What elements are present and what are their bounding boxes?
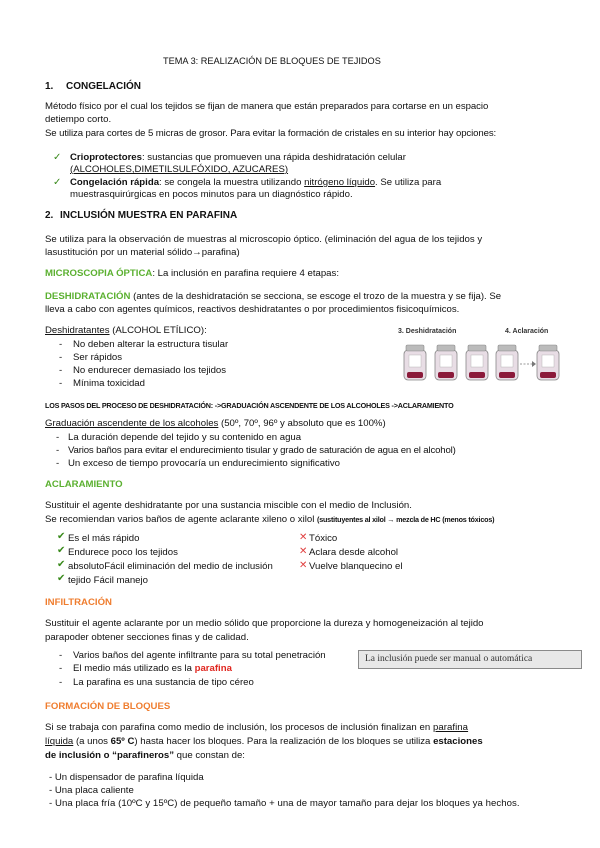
- s1-bullet-1: Crioprotectores: sustancias que promueven una rápida deshidratación celular: [70, 152, 406, 163]
- section-1-number: 1.: [45, 81, 54, 92]
- cross-icon: ✕: [299, 560, 308, 571]
- con-item: Vuelve blanquecino el: [309, 561, 403, 572]
- section-2-heading: INCLUSIÓN MUESTRA EN PARAFINA: [60, 210, 238, 221]
- s1-paragraph-2: Se utiliza para cortes de 5 micras de grosor. Para evitar la formación de cristales en su interior hay opciones:: [45, 128, 497, 139]
- section-2-number: 2.: [45, 210, 54, 221]
- dash-bullet: -: [56, 432, 60, 443]
- illustration-label-1: 3. Deshidratación: [398, 328, 457, 335]
- dash-bullet: -: [59, 650, 63, 661]
- jars-illustration: [392, 324, 562, 388]
- aclaramiento-p1: Sustituir el agente deshidratante por una sustancia miscible con el medio de Inclusión.: [45, 500, 412, 511]
- dash-bullet: -: [59, 378, 63, 389]
- list-item: Ser rápidos: [73, 352, 123, 363]
- list-item: El medio más utilizado es la parafina: [73, 663, 232, 674]
- arrow-icon: [532, 361, 536, 367]
- pro-item: tejido Fácil manejo: [68, 575, 148, 586]
- checkmark-icon: ✔: [57, 531, 66, 542]
- infiltracion-p1: Sustituir el agente aclarante por un medio sólido que proporcione la dureza y homogeneización al tejido: [45, 618, 484, 629]
- jar-2: [435, 345, 457, 380]
- note-box: La inclusión puede ser manual o automática: [358, 650, 582, 669]
- con-item: Aclara desde alcohol: [309, 547, 399, 558]
- pasos-line: LOS PASOS DEL PROCESO DE DESHIDRATACIÓN: ->GRADUACIÓN ASCENDENTE DE LOS ALCOHOLES ->ACLARAMIENTO: [45, 401, 454, 410]
- list-item: - Una placa fría (10ºC y 15ºC) de pequeño tamaño + una de mayor tamaño para dejar los bloques ya hechos.: [49, 798, 520, 809]
- checkmark-icon: ✓: [53, 177, 62, 188]
- list-item: La parafina es una sustancia de tipo céreo: [73, 677, 254, 688]
- deshidratacion-line-1: DESHIDRATACIÓN (antes de la deshidratación se secciona, se escoge el trozo de la muestra y se fija). Se: [45, 291, 502, 302]
- dash-bullet: -: [59, 677, 63, 688]
- s1-paragraph-1b: detiempo corto.: [45, 114, 112, 125]
- list-item: Varios baños para evitar el endurecimiento tisular y grado de saturación de agua en el alcohol): [68, 445, 456, 456]
- deshidratantes-line: Deshidratantes (ALCOHOL ETÍLICO):: [45, 325, 207, 336]
- checkmark-icon: ✔: [57, 559, 66, 570]
- checkmark-icon: ✓: [53, 152, 62, 163]
- formacion-p1: Si se trabaja con parafina como medio de inclusión, los procesos de inclusión finalizan en parafina: [45, 722, 469, 733]
- aclaramiento-heading: ACLARAMIENTO: [45, 479, 123, 490]
- formacion-p3: de inclusión o “parafineros” que constan de:: [45, 750, 245, 761]
- jar-5: [537, 345, 559, 380]
- pro-item: Endurece poco los tejidos: [68, 547, 178, 558]
- dash-bullet: -: [59, 365, 63, 376]
- jar-1: [404, 345, 426, 380]
- dash-bullet: -: [59, 663, 63, 674]
- microscopia-line: MICROSCOPIA ÓPTICA: La inclusión en parafina requiere 4 etapas:: [45, 268, 339, 279]
- list-item: - Un dispensador de parafina líquida: [49, 772, 204, 783]
- s1-bullet-2: Congelación rápida: se congela la muestra utilizando nitrógeno líquido. Se utiliza para: [70, 177, 442, 188]
- list-item: Varios baños del agente infiltrante para su total penetración: [73, 650, 326, 661]
- dash-bullet: -: [56, 458, 60, 469]
- dash-bullet: -: [59, 352, 63, 363]
- formacion-p2: líquida (a unos 65º C) hasta hacer los bloques. Para la realización de los bloques se utiliza estaciones: [45, 736, 483, 747]
- infiltracion-heading: INFILTRACIÓN: [45, 597, 112, 608]
- list-item: La duración depende del tejido y su contenido en agua: [68, 432, 302, 443]
- dash-bullet: -: [56, 445, 60, 456]
- list-item: - Una placa caliente: [49, 785, 134, 796]
- list-item: Mínima toxicidad: [73, 378, 145, 389]
- pro-item: absolutoFácil eliminación del medio de inclusión: [68, 561, 273, 572]
- s1-bullet-2-line2: muestrasquirúrgicas en pocos minutos para un diagnóstico rápido.: [70, 189, 353, 200]
- dash-bullet: -: [59, 339, 63, 350]
- s1-paragraph-1: Método físico por el cual los tejidos se fijan de manera que están preparados para cortarse en un espacio: [45, 101, 489, 112]
- jar-3: [466, 345, 488, 380]
- section-1-heading: CONGELACIÓN: [66, 81, 141, 92]
- checkmark-icon: ✔: [57, 545, 66, 556]
- illustration-label-2: 4. Aclaración: [505, 328, 549, 335]
- checkmark-icon: ✔: [57, 573, 66, 584]
- pro-item: Es el más rápido: [68, 533, 140, 544]
- list-item: No deben alterar la estructura tisular: [73, 339, 229, 350]
- con-item: Tóxico: [309, 533, 338, 544]
- s1-bullet-1-paren: (ALCOHOLES,DIMETILSULFÓXIDO, AZUCARES): [70, 164, 289, 175]
- page-title: TEMA 3: REALIZACIÓN DE BLOQUES DE TEJIDOS: [163, 56, 381, 66]
- list-item: No endurecer demasiado los tejidos: [73, 365, 227, 376]
- list-item: Un exceso de tiempo provocaría un endurecimiento significativo: [68, 458, 340, 469]
- deshidratacion-line-2: lleva a cabo con agentes químicos, reactivos deshidratantes o por procedimientos fisicoquímicos.: [45, 304, 460, 315]
- infiltracion-p1b: parapoder obtener secciones finas y de calidad.: [45, 632, 249, 643]
- s2-paragraph-1b: lasustitución por un material sólido→parafina): [45, 247, 240, 258]
- aclaramiento-p2: Se recomiendan varios baños de agente aclarante xileno o xilol (sustituyentes al xilol → mezcla de HC (menos tóxicos): [45, 514, 495, 525]
- s2-paragraph-1: Se utiliza para la observación de muestras al microscopio óptico. (eliminación del agua de los tejidos y: [45, 234, 483, 245]
- cross-icon: ✕: [299, 532, 308, 543]
- formacion-heading: FORMACIÓN DE BLOQUES: [45, 701, 171, 712]
- dehydration-clearing-illustration: [392, 324, 562, 388]
- graduacion-line: Graduación ascendente de los alcoholes (50º, 70º, 96º y absoluto que es 100%): [45, 418, 386, 429]
- jar-4: [496, 345, 518, 380]
- cross-icon: ✕: [299, 546, 308, 557]
